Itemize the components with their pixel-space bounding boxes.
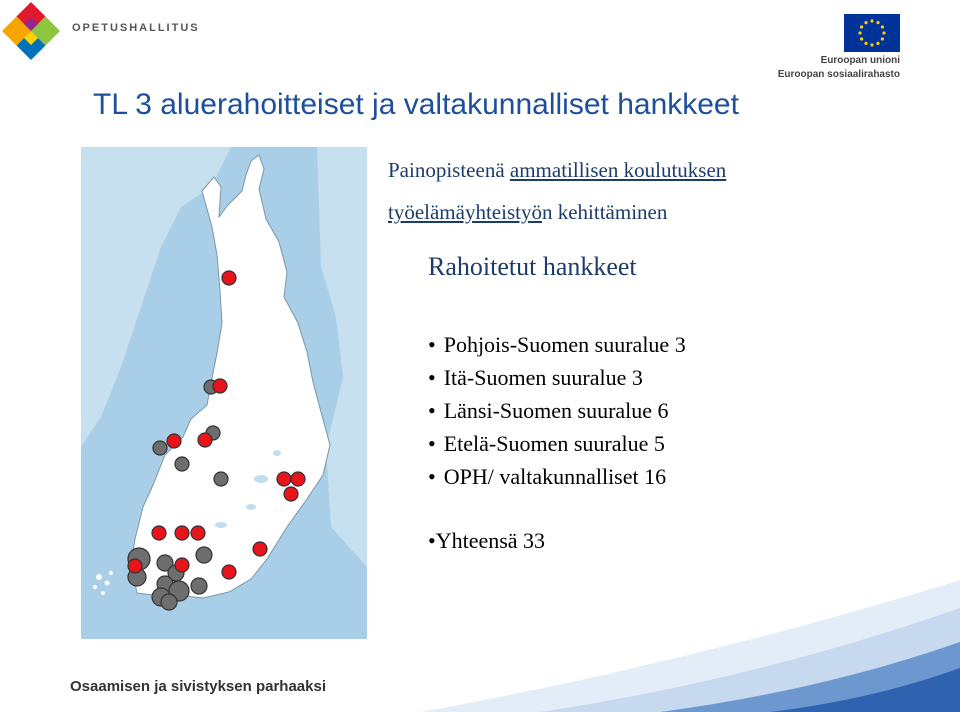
opetushallitus-logo [0, 0, 62, 62]
marker-red [277, 472, 291, 486]
eu-star [881, 25, 884, 28]
eu-star [864, 21, 867, 24]
intro-suffix: n kehittäminen [541, 200, 668, 224]
eu-star [876, 21, 879, 24]
marker-red [191, 526, 205, 540]
marker-red [291, 472, 305, 486]
marker-grey [175, 457, 189, 471]
marker-grey [214, 472, 228, 486]
org-name: OPETUSHALLITUS [72, 22, 200, 34]
esf-label: Euroopan sosiaalirahasto [777, 69, 900, 80]
marker-red [152, 526, 166, 540]
project-list [428, 328, 686, 493]
eu-star [870, 19, 873, 22]
marker-red [175, 526, 189, 540]
marker-red [284, 487, 298, 501]
list-item: • Itä-Suomen suuralue 3 [428, 361, 686, 394]
intro-prefix: Painopisteenä [388, 158, 510, 182]
eu-star [876, 42, 879, 45]
marker-red [167, 434, 181, 448]
list-item: • Länsi-Suomen suuralue 6 [428, 394, 686, 427]
list-item: • Etelä-Suomen suuralue 5 [428, 427, 686, 460]
eu-star [860, 25, 863, 28]
eu-star [870, 43, 873, 46]
intro-line-1 [388, 158, 726, 183]
intro-underlined-1: ammatillisen koulutuksen [509, 158, 727, 182]
slide-title: TL 3 aluerahoitteiset ja valtakunnalliset hankkeet [93, 88, 739, 121]
eu-label: Euroopan unioni [820, 55, 900, 66]
marker-red [253, 542, 267, 556]
section-subtitle: Rahoitetut hankkeet [428, 252, 637, 281]
total-count: •Yhteensä 33 [428, 528, 546, 553]
marker-red [198, 433, 212, 447]
eu-star [882, 31, 885, 34]
marker-red [222, 271, 236, 285]
intro-underlined-2: työelämäyhteistyö [388, 200, 542, 224]
list-item: • OPH/ valtakunnalliset 16 [428, 460, 686, 493]
marker-grey [153, 441, 167, 455]
footer-slogan: Osaamisen ja sivistyksen parhaaksi [70, 678, 326, 695]
eu-star [881, 37, 884, 40]
eu-star [858, 31, 861, 34]
marker-red [213, 379, 227, 393]
list-item: • Pohjois-Suomen suuralue 3 [428, 328, 686, 361]
eu-star [860, 37, 863, 40]
intro-line-2 [388, 200, 667, 225]
eu-flag-icon [844, 14, 900, 52]
eu-star [864, 42, 867, 45]
